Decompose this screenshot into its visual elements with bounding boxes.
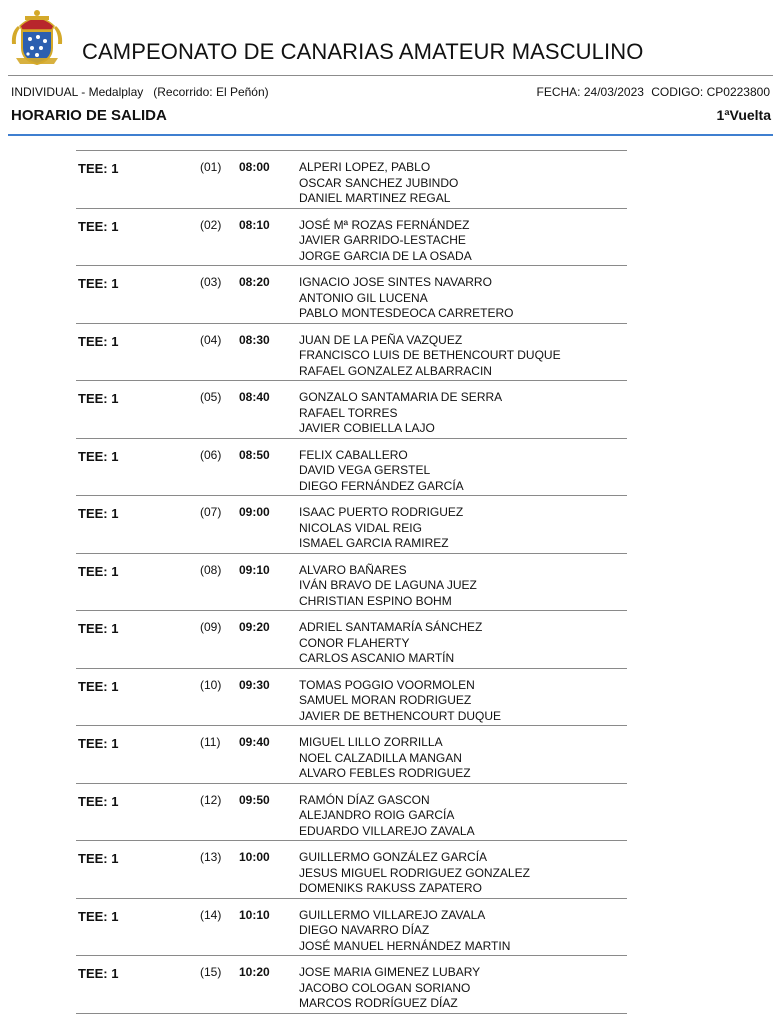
player-name: JAVIER COBIELLA LAJO — [299, 421, 435, 436]
group-number: (14) — [200, 907, 222, 922]
player-name: JESUS MIGUEL RODRIGUEZ GONZALEZ — [299, 865, 530, 880]
tee-time-row — [76, 439, 627, 497]
group-number: (06) — [200, 447, 222, 462]
start-time: 09:40 — [239, 735, 270, 749]
tee-label: TEE: 1 — [78, 276, 119, 291]
group-number: (11) — [200, 735, 221, 749]
player-list — [299, 333, 561, 380]
tee-label: TEE: 1 — [78, 506, 119, 521]
player-name: IGNACIO JOSE SINTES NAVARRO — [299, 275, 492, 289]
player-name: IVÁN BRAVO DE LAGUNA JUEZ — [299, 578, 477, 593]
start-time: 08:30 — [239, 332, 270, 347]
group-number: (02) — [200, 217, 222, 232]
player-name: JAVIER GARRIDO-LESTACHE — [299, 233, 466, 248]
player-list — [299, 448, 464, 495]
player-list — [299, 908, 510, 955]
tee-label: TEE: 1 — [78, 563, 119, 579]
player-name: ADRIEL SANTAMARÍA SÁNCHEZ — [299, 620, 483, 634]
accent-divider — [8, 134, 773, 136]
player-list — [299, 505, 463, 552]
group-number: (03) — [200, 275, 222, 289]
group-number: (10) — [200, 677, 222, 692]
player-name: DIEGO FERNÁNDEZ GARCÍA — [299, 478, 464, 493]
start-time: 08:10 — [239, 217, 270, 232]
tee-label: TEE: 1 — [78, 161, 119, 176]
group-number: (12) — [200, 792, 222, 807]
player-name: MIGUEL LILLO ZORRILLA — [299, 735, 443, 749]
player-name: JAVIER DE BETHENCOURT DUQUE — [299, 708, 502, 723]
tee-time-row — [76, 611, 627, 669]
tee-label: TEE: 1 — [78, 448, 119, 464]
tee-label: TEE: 1 — [78, 333, 119, 349]
tee-time-row — [76, 151, 627, 209]
group-number: (04) — [200, 332, 222, 347]
group-number: (01) — [200, 160, 222, 174]
player-name: FELIX CABALLERO — [299, 447, 408, 462]
federation-crest-icon — [8, 6, 66, 68]
tee-time-row — [76, 496, 627, 554]
player-name: RAFAEL GONZALEZ ALBARRACIN — [299, 363, 492, 378]
tee-time-row — [76, 554, 627, 612]
player-name: ISMAEL GARCIA RAMIREZ — [299, 536, 449, 551]
player-name: ANTONIO GIL LUCENA — [299, 290, 428, 305]
header-divider — [8, 75, 773, 76]
group-number: (05) — [200, 390, 222, 404]
player-name: GUILLERMO GONZÁLEZ GARCÍA — [299, 850, 488, 864]
player-name: DANIEL MARTINEZ REGAL — [299, 191, 451, 206]
group-number: (08) — [200, 562, 222, 577]
group-number: (15) — [200, 965, 222, 979]
player-name: DIEGO NAVARRO DÍAZ — [299, 923, 430, 938]
player-list — [299, 678, 501, 725]
player-name: JUAN DE LA PEÑA VAZQUEZ — [299, 332, 463, 347]
tee-time-row — [76, 209, 627, 267]
player-name: RAFAEL TORRES — [299, 405, 398, 420]
start-time: 08:40 — [239, 390, 270, 404]
section-heading: HORARIO DE SALIDA — [11, 107, 167, 124]
player-name: NOEL CALZADILLA MANGAN — [299, 750, 462, 765]
tee-label: TEE: 1 — [78, 793, 119, 809]
player-name: OSCAR SANCHEZ JUBINDO — [299, 175, 459, 190]
tee-label: TEE: 1 — [78, 966, 119, 981]
player-name: JOSÉ MANUEL HERNÁNDEZ MARTIN — [299, 938, 511, 953]
player-name: GUILLERMO VILLAREJO ZAVALA — [299, 907, 486, 922]
player-name: JORGE GARCIA DE LA OSADA — [299, 248, 472, 263]
tee-time-row — [76, 324, 627, 382]
player-name: ALVARO FEBLES RODRIGUEZ — [299, 766, 471, 781]
start-time: 09:20 — [239, 620, 270, 634]
tee-label: TEE: 1 — [78, 391, 119, 406]
player-name: CHRISTIAN ESPINO BOHM — [299, 593, 452, 608]
player-name: PABLO MONTESDEOCA CARRETERO — [299, 306, 514, 321]
player-name: JOSÉ Mª ROZAS FERNÁNDEZ — [299, 217, 470, 232]
player-name: EDUARDO VILLAREJO ZAVALA — [299, 823, 475, 838]
player-list — [299, 160, 458, 207]
start-time: 10:00 — [239, 850, 270, 864]
start-time: 08:50 — [239, 447, 270, 462]
player-list — [299, 620, 482, 667]
tee-label: TEE: 1 — [78, 736, 119, 751]
tee-time-row — [76, 956, 627, 1014]
tournament-title: CAMPEONATO DE CANARIAS AMATEUR MASCULINO — [82, 39, 644, 64]
player-name: NICOLAS VIDAL REIG — [299, 520, 422, 535]
tee-time-row — [76, 784, 627, 842]
player-name: DOMENIKS RAKUSS ZAPATERO — [299, 881, 482, 896]
start-time: 08:20 — [239, 275, 270, 289]
start-time: 09:00 — [239, 505, 270, 519]
player-list — [299, 390, 502, 437]
start-time: 10:20 — [239, 965, 270, 979]
player-name: JACOBO COLOGAN SORIANO — [299, 980, 471, 995]
tee-label: TEE: 1 — [78, 621, 119, 636]
start-time: 08:00 — [239, 160, 270, 174]
player-name: SAMUEL MORAN RODRIGUEZ — [299, 693, 472, 708]
player-name: ALPERI LOPEZ, PABLO — [299, 160, 431, 174]
tee-time-row — [76, 841, 627, 899]
start-time: 09:30 — [239, 677, 270, 692]
player-name: FRANCISCO LUIS DE BETHENCOURT DUQUE — [299, 348, 561, 363]
start-time: 09:10 — [239, 562, 270, 577]
player-name: CONOR FLAHERTY — [299, 635, 410, 650]
player-name: MARCOS RODRÍGUEZ DÍAZ — [299, 996, 458, 1011]
date-label: FECHA: 24/03/2023 — [536, 85, 644, 99]
player-name: RAMÓN DÍAZ GASCON — [299, 792, 430, 807]
code-label: CODIGO: CP0223800 — [651, 85, 770, 99]
player-list — [299, 735, 471, 782]
group-number: (13) — [200, 850, 222, 864]
tee-label: TEE: 1 — [78, 851, 119, 866]
tee-time-row — [76, 899, 627, 957]
player-name: JOSE MARIA GIMENEZ LUBARY — [299, 965, 481, 979]
group-number: (07) — [200, 505, 222, 519]
player-list — [299, 850, 530, 897]
tee-label: TEE: 1 — [78, 678, 119, 694]
player-name: TOMAS POGGIO VOORMOLEN — [299, 677, 475, 692]
date-code-info — [537, 85, 770, 99]
group-number: (09) — [200, 620, 222, 634]
player-list — [299, 218, 472, 265]
player-list — [299, 563, 477, 610]
tee-label: TEE: 1 — [78, 218, 119, 234]
tee-label: TEE: 1 — [78, 908, 119, 924]
player-name: ISAAC PUERTO RODRIGUEZ — [299, 505, 464, 519]
tee-time-row — [76, 381, 627, 439]
player-list — [299, 793, 475, 840]
competition-format: INDIVIDUAL - Medalplay (Recorrido: El Peñón) — [11, 85, 269, 99]
start-time: 09:50 — [239, 792, 270, 807]
tee-time-row — [76, 726, 627, 784]
player-name: DAVID VEGA GERSTEL — [299, 463, 431, 478]
player-name: ALVARO BAÑARES — [299, 562, 407, 577]
player-list — [299, 275, 513, 322]
start-time: 10:10 — [239, 907, 270, 922]
player-name: GONZALO SANTAMARIA DE SERRA — [299, 390, 503, 404]
tee-times-list — [76, 150, 627, 1014]
tee-time-row — [76, 266, 627, 324]
tee-time-row — [76, 669, 627, 727]
round-label: 1ªVuelta — [716, 107, 771, 123]
player-list — [299, 965, 480, 1012]
player-name: ALEJANDRO ROIG GARCÍA — [299, 808, 455, 823]
player-name: CARLOS ASCANIO MARTÍN — [299, 651, 455, 666]
